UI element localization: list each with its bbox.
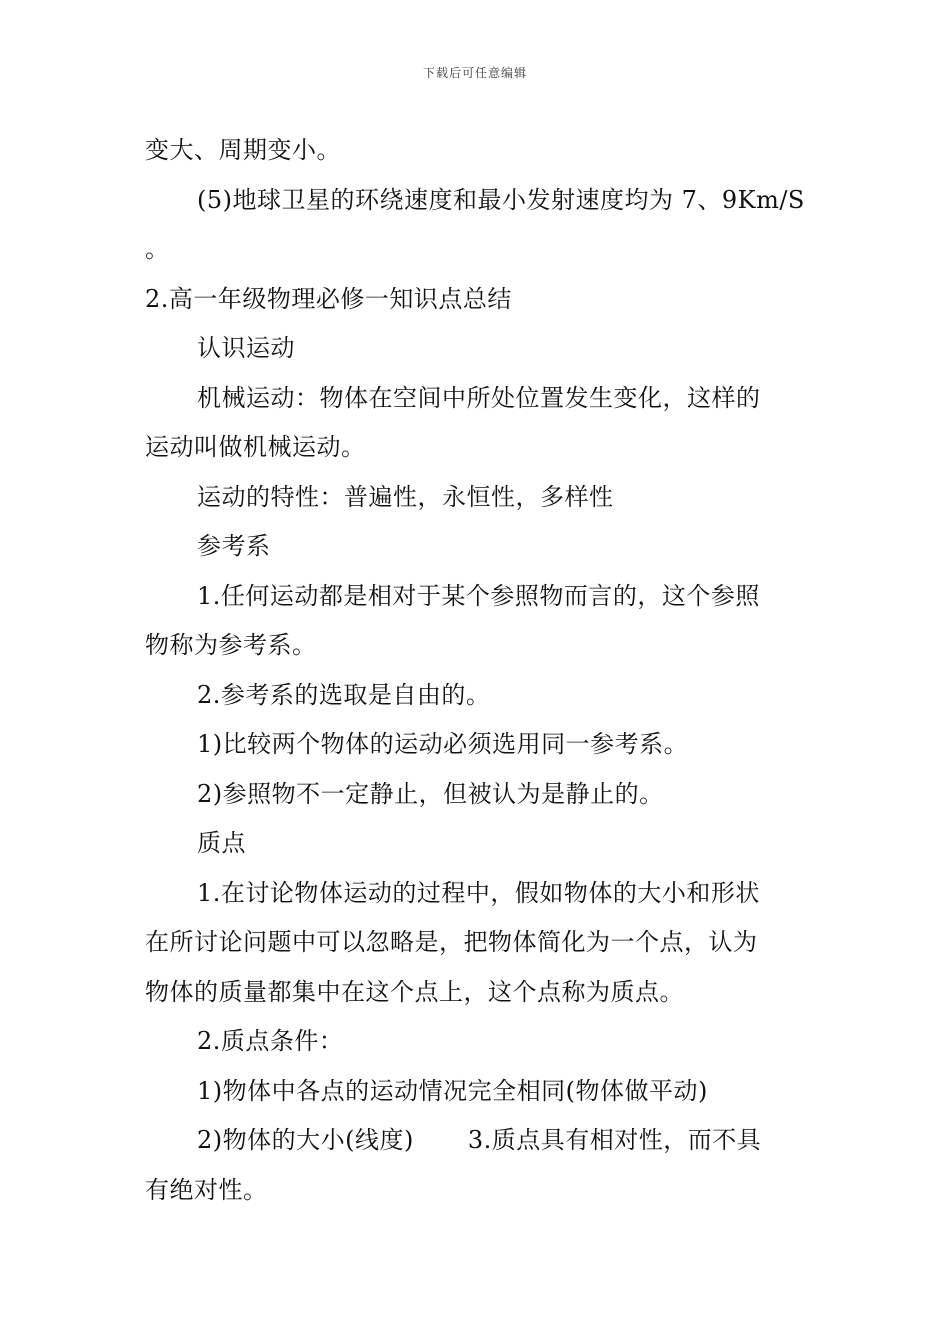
paragraph-line: 1)物体中各点的运动情况完全相同(物体做平动) <box>197 1076 708 1105</box>
paragraph-line: (5)地球卫星的环绕速度和最小发射速度均为 7、9Km/S <box>197 185 805 214</box>
paragraph-line: 1.在讨论物体运动的过程中，假如物体的大小和形状 <box>197 878 760 907</box>
paragraph-line: 1)比较两个物体的运动必须选用同一参考系。 <box>197 730 689 758</box>
paragraph-segment: 2)物体的大小(线度) <box>197 1126 414 1154</box>
paragraph-line: 有绝对性。 <box>145 1175 268 1204</box>
paragraph-line: 变大、周期变小。 <box>145 136 341 164</box>
paragraph-segment: 3.质点具有相对性，而不具 <box>467 1126 762 1154</box>
paragraph-line: 运动的特性：普遍性，永恒性，多样性 <box>197 482 614 511</box>
section-heading: 2.高一年级物理必修一知识点总结 <box>145 284 512 313</box>
page-header: 下载后可任意编辑 <box>422 66 527 80</box>
paragraph-line: 物体的质量都集中在这个点上，这个点称为质点。 <box>145 977 684 1006</box>
paragraph-line: 在所讨论问题中可以忽略是，把物体简化为一个点，认为 <box>145 928 758 956</box>
subsection-heading: 质点 <box>197 829 246 857</box>
paragraph-line: 2.参考系的选取是自由的。 <box>197 680 491 709</box>
paragraph-line: 。 <box>145 235 170 263</box>
paragraph-line: 2)参照物不一定静止，但被认为是静止的。 <box>197 779 664 808</box>
subsection-heading: 认识运动 <box>197 334 295 362</box>
paragraph-line: 运动叫做机械运动。 <box>145 433 366 461</box>
document-body <box>145 126 810 1215</box>
paragraph-line: 机械运动：物体在空间中所处位置发生变化，这样的 <box>197 383 761 412</box>
paragraph-line: 1.任何运动都是相对于某个参照物而言的，这个参照 <box>197 581 760 610</box>
paragraph-line <box>145 1116 810 1166</box>
paragraph-line: 物称为参考系。 <box>145 631 317 659</box>
subsection-heading: 参考系 <box>197 532 271 560</box>
paragraph-line: 2.质点条件： <box>197 1027 344 1055</box>
